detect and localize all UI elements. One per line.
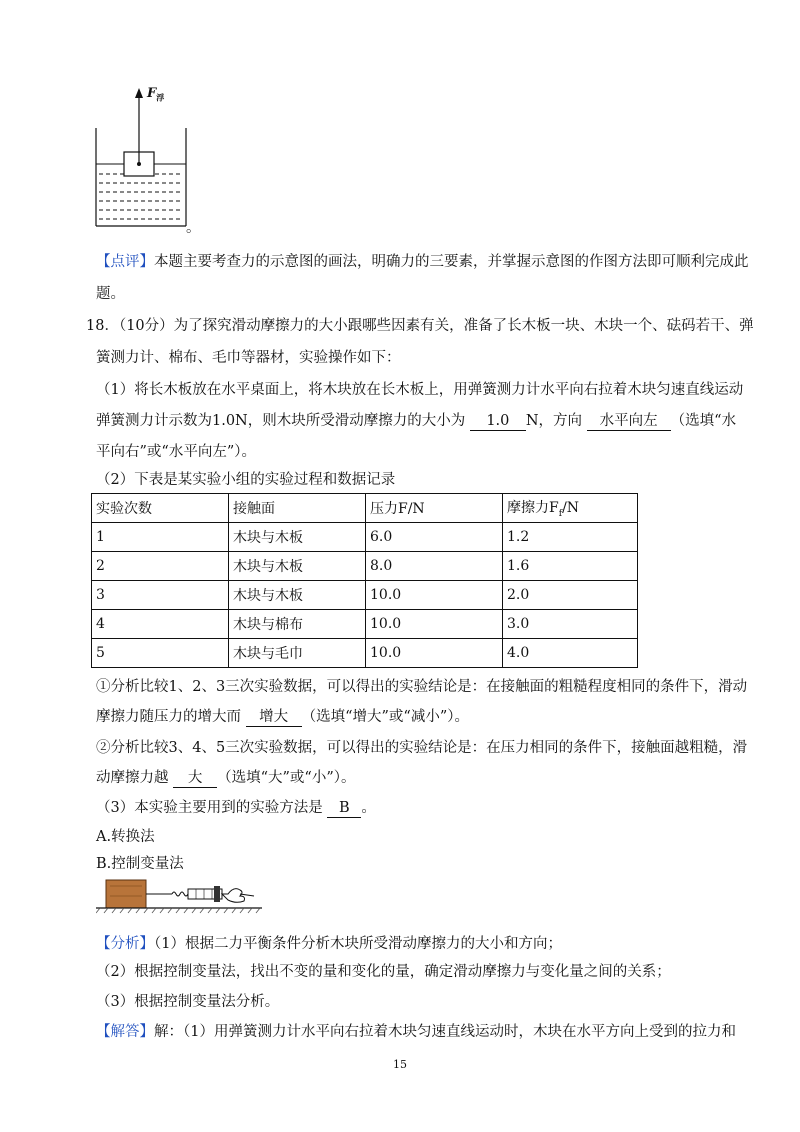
header-friction: 摩擦力$F_f/N$	[503, 494, 638, 523]
analysis-tag: 【分析】	[96, 936, 154, 952]
q18-part3: （3）本实验主要用到的实验方法是 B 。	[96, 800, 376, 816]
q18-analysis1-line-2: 摩擦力随压力的增大而 增大 （选填“增大”或“减小”）。	[96, 709, 470, 725]
comment-line-1: 【点评】本题主要考查力的示意图的画法，明确力的三要素，并掌握示意图的作图方法即可顺利完成此	[96, 254, 749, 270]
q18-intro-line-2: 簧测力计、棉布、毛巾等器材，实验操作如下：	[96, 350, 401, 366]
q18-part2-title: （2）下表是某实验小组的实验过程和数据记录	[96, 472, 396, 488]
answer-blank-direction: 水平向左	[587, 413, 671, 431]
analysis-line-2: （2）根据控制变量法，找出不变的量和变化的量，确定滑动摩擦力与变化量之间的关系；	[96, 964, 671, 980]
comment-tag: 【点评】	[96, 254, 154, 270]
q18-part1-line-3: 平向右”或“水平向左”）。	[96, 444, 256, 460]
solution-tag: 【解答】	[96, 1024, 154, 1040]
header-trial: 实验次数	[92, 494, 229, 523]
header-surface: 接触面	[229, 494, 366, 523]
buoyancy-figure	[90, 82, 200, 232]
comment-line-2: 题。	[96, 286, 125, 302]
q18-analysis2-line-2: 动摩擦力越 大 （选填“大”或“小”）。	[96, 770, 356, 786]
page-number: 15	[393, 1058, 407, 1071]
table-row: 3 木块与木板 10.0 2.0	[92, 581, 638, 610]
analysis-line-3: （3）根据控制变量法分析。	[96, 994, 280, 1010]
table-row: 2 木块与木板 8.0 1.6	[92, 552, 638, 581]
answer-blank-friction-value: 1.0	[470, 413, 526, 431]
q18-part1-line-2: 弹簧测力计示数为1.0N，则木块所受滑动摩擦力的大小为 1.0 N，方向 水平向左 （选填“水	[96, 413, 737, 429]
answer-blank-increase: 增大	[246, 709, 302, 727]
header-pressure: 压力F/N	[366, 494, 503, 523]
q18-part1-line-1: （1）将长木板放在水平桌面上，将木块放在长木板上，用弹簧测力计水平向右拉着木块匀速直线运动	[96, 382, 744, 398]
option-a: A.转换法	[96, 829, 155, 845]
spring-scale-figure	[96, 876, 266, 916]
analysis-line-1: 【分析】（1）根据二力平衡条件分析木块所受滑动摩擦力的大小和方向；	[96, 936, 562, 952]
option-b: B.控制变量法	[96, 856, 184, 872]
table-row: 1 木块与木板 6.0 1.2	[92, 523, 638, 552]
answer-blank-method: B	[327, 800, 361, 818]
force-label: $F_浮$	[147, 86, 165, 103]
table-row: 5 木块与毛巾 10.0 4.0	[92, 639, 638, 668]
q18-intro-line-1: 18．（10分）为了探究滑动摩擦力的大小跟哪些因素有关，准备了长木板一块、木块一个、砝码若干、弹	[86, 318, 754, 334]
solution-line: 【解答】解：（1）用弹簧测力计水平向右拉着木块匀速直线运动时，木块在水平方向上受到的拉力和	[96, 1024, 736, 1040]
table-row: 4 木块与棉布 10.0 3.0	[92, 610, 638, 639]
answer-blank-larger: 大	[173, 770, 217, 788]
figure-period: 。	[186, 220, 201, 236]
q18-analysis1-line-1: ①分析比较1、2、3三次实验数据，可以得出的实验结论是：在接触面的粗糙程度相同的条件下，滑动	[96, 679, 748, 695]
q18-analysis2-line-1: ②分析比较3、4、5三次实验数据，可以得出的实验结论是：在压力相同的条件下，接触面越粗糙，滑	[96, 740, 748, 756]
experiment-data-table	[91, 493, 638, 668]
table-header-row	[92, 494, 638, 523]
